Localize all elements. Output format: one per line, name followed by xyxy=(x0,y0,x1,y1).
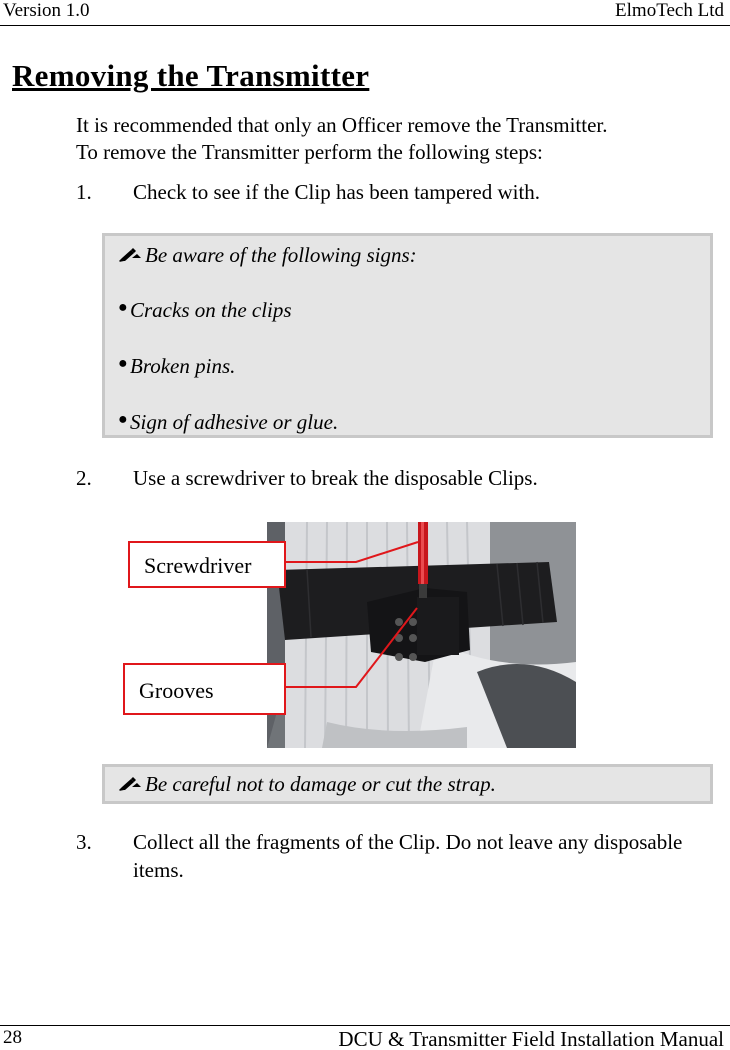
pencil-icon xyxy=(117,246,143,264)
step-text: Use a screwdriver to break the disposable Clips. xyxy=(133,466,538,490)
list-item: ● Broken pins. xyxy=(118,353,338,409)
manual-title: DCU & Transmitter Field Installation Manual xyxy=(338,1027,724,1050)
note-heading: Be aware of the following signs: xyxy=(145,243,417,267)
bullet-icon: ● xyxy=(118,355,128,372)
transmitter-photo xyxy=(267,522,576,748)
step-text: Check to see if the Clip has been tampered with. xyxy=(133,180,541,204)
step-number: 1. xyxy=(76,180,92,204)
note-text: Be careful not to damage or cut the strap. xyxy=(145,772,496,796)
intro-line: To remove the Transmitter perform the following steps: xyxy=(76,140,543,164)
intro-line: It is recommended that only an Officer remove the Transmitter. xyxy=(76,113,608,137)
tamper-signs-list xyxy=(118,297,338,465)
pencil-icon xyxy=(117,775,143,793)
note-heading-row xyxy=(117,771,496,797)
callout-grooves: Grooves xyxy=(123,663,286,715)
company-name: ElmoTech Ltd xyxy=(615,0,724,21)
bullet-icon: ● xyxy=(118,299,128,316)
note-box-tamper-signs xyxy=(102,233,713,438)
step-text: Collect all the fragments of the Clip. Do not leave any disposable items. xyxy=(133,830,683,882)
page-header xyxy=(0,0,730,26)
section-title: Removing the Transmitter xyxy=(12,58,370,93)
note-box-strap-warning xyxy=(102,764,713,804)
page-number: 28 xyxy=(3,1027,22,1048)
page-footer xyxy=(0,1025,730,1050)
version-label: Version 1.0 xyxy=(3,0,90,21)
bullet-icon: ● xyxy=(118,411,128,428)
step-number: 2. xyxy=(76,466,92,490)
note-heading-row xyxy=(117,242,417,268)
list-item: ● Sign of adhesive or glue. xyxy=(118,409,338,465)
callout-screwdriver: Screwdriver xyxy=(128,541,286,588)
list-item: ● Cracks on the clips xyxy=(118,297,338,353)
step-number: 3. xyxy=(76,830,92,854)
intro-paragraph xyxy=(76,112,607,166)
